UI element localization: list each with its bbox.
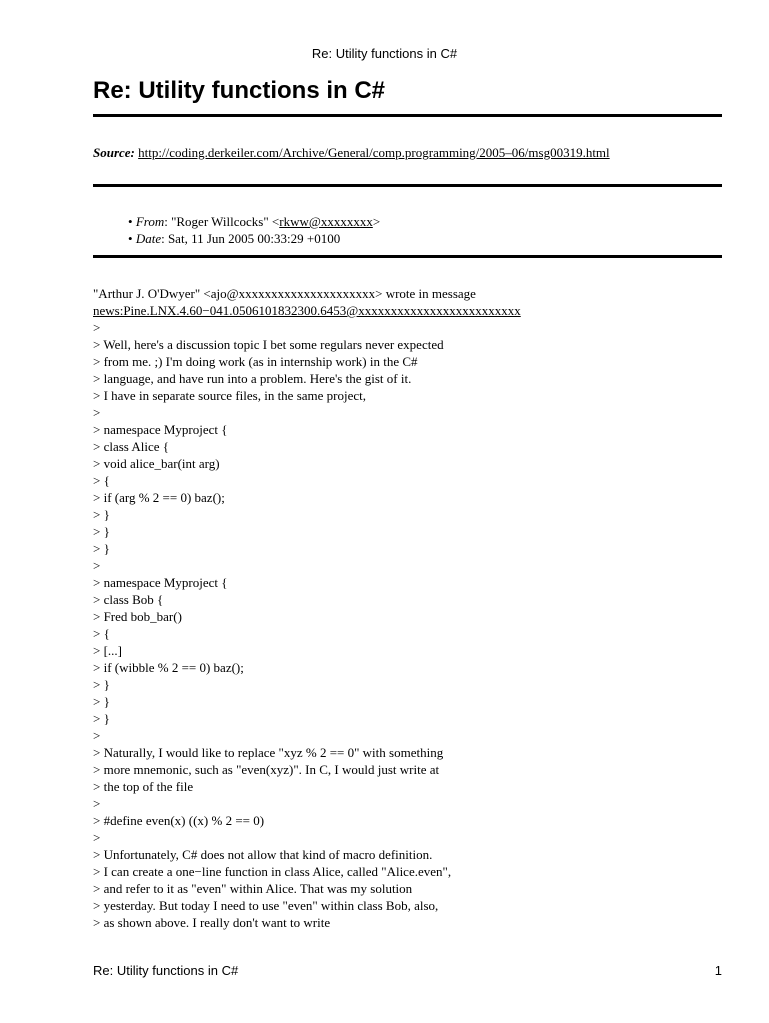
quoted-line: > language, and have run into a problem. Here's the gist of it. <box>93 371 412 386</box>
quoted-line: > } <box>93 694 110 709</box>
quoted-line: > } <box>93 541 110 556</box>
quoted-line: > more mnemonic, such as "even(xyz)". In C, I would just write at <box>93 762 440 777</box>
meta-from: • From: "Roger Willcocks" <rkww@xxxxxxxx> <box>128 214 381 229</box>
from-label: From <box>135 214 165 229</box>
running-header: Re: Utility functions in C# <box>311 46 458 61</box>
quoted-line: > { <box>93 626 110 641</box>
quoted-line: > [...] <box>93 643 122 658</box>
quoted-line: > Unfortunately, C# does not allow that kind of macro definition. <box>93 847 433 862</box>
page-number: 1 <box>714 963 722 978</box>
quoted-line: > namespace Myproject { <box>93 422 228 437</box>
news-link[interactable]: news:Pine.LNX.4.60−041.0506101832300.6453@xxxxxxxxxxxxxxxxxxxxxxxxx <box>93 303 521 318</box>
page-title: Re: Utility functions in C# <box>93 77 386 104</box>
quoted-line: > namespace Myproject { <box>93 575 228 590</box>
quoted-line: > if (wibble % 2 == 0) baz(); <box>93 660 244 675</box>
title-divider <box>93 114 722 117</box>
intro-line: "Arthur J. O'Dwyer" <ajo@xxxxxxxxxxxxxxxxxxxxx> wrote in message <box>93 286 476 301</box>
source-link[interactable]: http://coding.derkeiler.com/Archive/General/comp.programming/2005–06/msg00319.html <box>138 145 610 160</box>
quoted-line: > if (arg % 2 == 0) baz(); <box>93 490 225 505</box>
quoted-line: > as shown above. I really don't want to write <box>93 915 331 930</box>
quoted-line: > class Alice { <box>93 439 170 454</box>
from-email-link[interactable]: rkww@xxxxxxxx <box>279 214 373 229</box>
quoted-line: > #define even(x) ((x) % 2 == 0) <box>93 813 265 828</box>
source-line <box>93 144 610 161</box>
quoted-line: > } <box>93 524 110 539</box>
source-divider <box>93 184 722 187</box>
message-body <box>93 285 722 931</box>
quoted-line: > void alice_bar(int arg) <box>93 456 220 471</box>
quoted-line: > Well, here's a discussion topic I bet some regulars never expected <box>93 337 444 352</box>
quoted-line: > the top of the file <box>93 779 194 794</box>
quoted-line: > } <box>93 711 110 726</box>
date-label: Date <box>135 231 162 246</box>
meta-divider <box>93 255 722 258</box>
quoted-line: > } <box>93 677 110 692</box>
message-meta <box>128 213 380 247</box>
quoted-line: > Naturally, I would like to replace "xyz % 2 == 0" with something <box>93 745 444 760</box>
quoted-line: > and refer to it as "even" within Alice. That was my solution <box>93 881 413 896</box>
quoted-line: > I have in separate source files, in the same project, <box>93 388 366 403</box>
quoted-line: > from me. ;) I'm doing work (as in internship work) in the C# <box>93 354 418 369</box>
from-name: : "Roger Willcocks" < <box>164 214 280 229</box>
meta-date: • Date: Sat, 11 Jun 2005 00:33:29 +0100 <box>128 231 341 246</box>
quoted-line: > <box>93 558 101 573</box>
quoted-line: > <box>93 830 101 845</box>
quoted-line: > I can create a one−line function in class Alice, called "Alice.even", <box>93 864 452 879</box>
from-close: > <box>372 214 381 229</box>
quoted-line: > <box>93 728 101 743</box>
footer-title: Re: Utility functions in C# <box>93 963 239 978</box>
date-value: : Sat, 11 Jun 2005 00:33:29 +0100 <box>161 231 341 246</box>
source-label: Source: <box>93 145 135 160</box>
quoted-line: > { <box>93 473 110 488</box>
quoted-line: > Fred bob_bar() <box>93 609 182 624</box>
quoted-line: > class Bob { <box>93 592 164 607</box>
quoted-line: > <box>93 405 101 420</box>
quoted-line: > yesterday. But today I need to use "even" within class Bob, also, <box>93 898 439 913</box>
quoted-line: > <box>93 796 101 811</box>
quoted-line: > <box>93 320 101 335</box>
quoted-line: > } <box>93 507 110 522</box>
quoted-text <box>93 319 722 931</box>
